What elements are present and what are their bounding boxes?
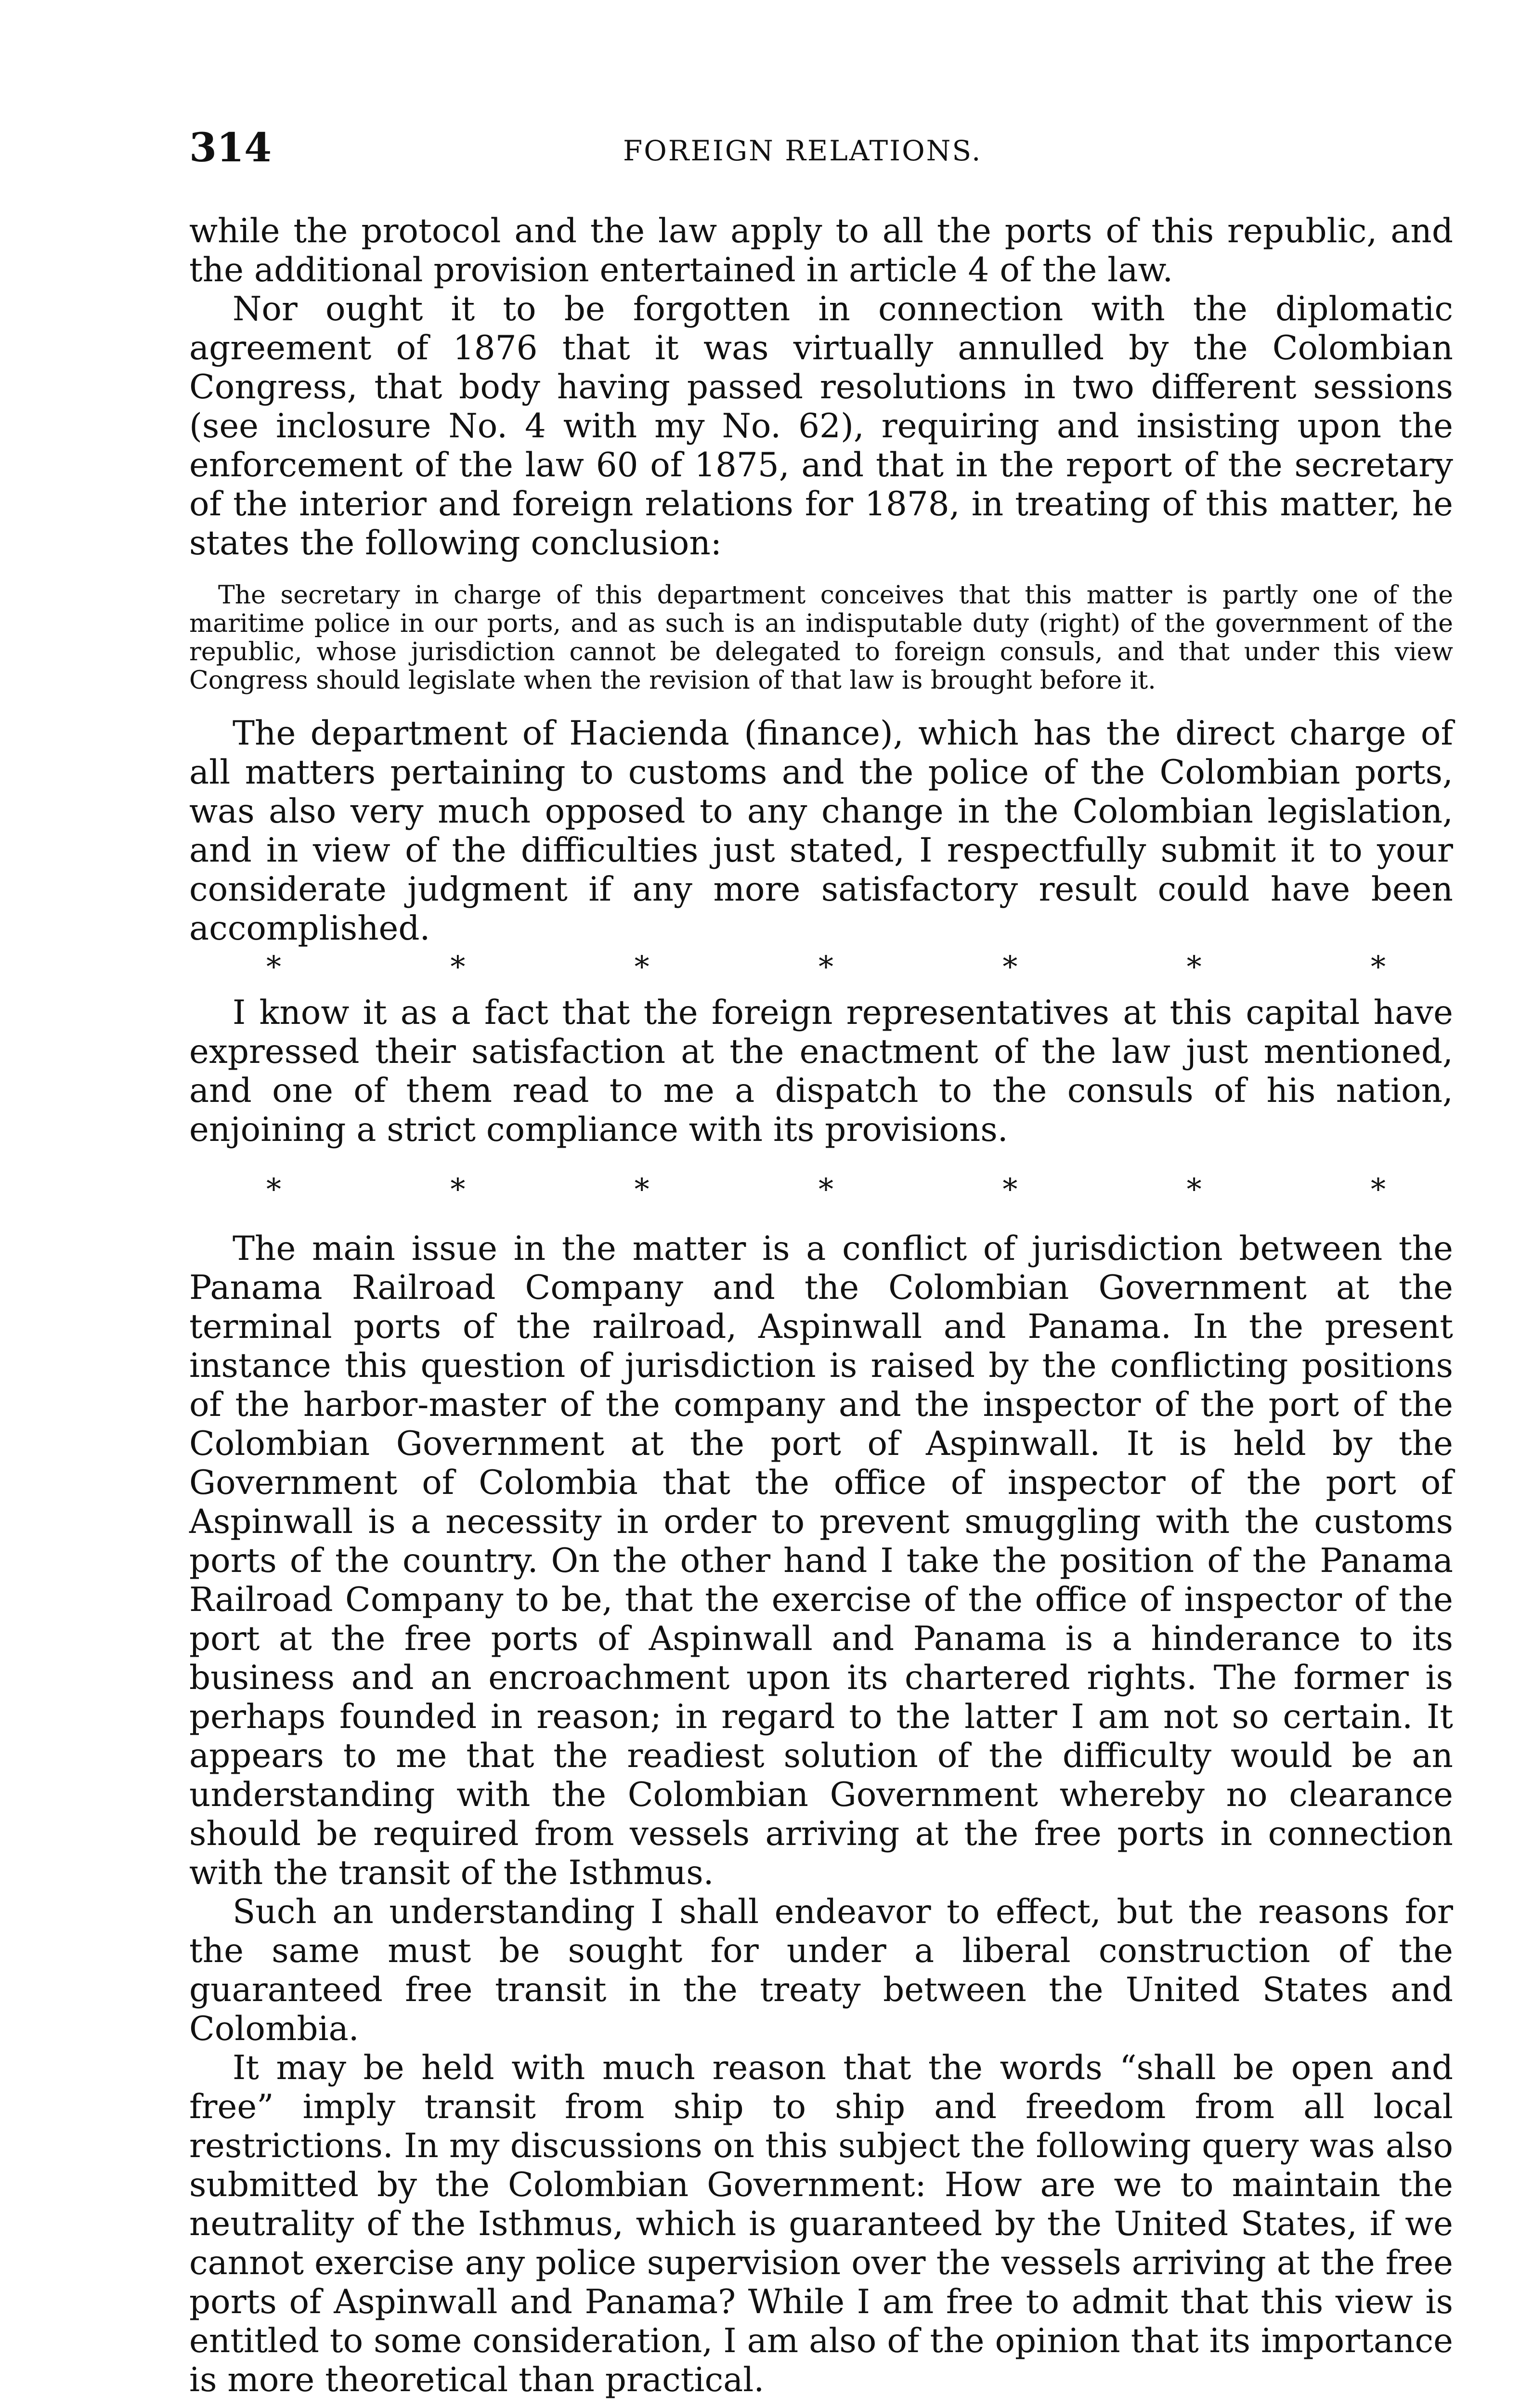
- paragraph-diplomatic-agreement: Nor ought it to be forgotten in connection with the diplomatic agreement of 1876 that it was virtually annulled by the Colombian Congress, that body having passed resolutions in two different sessions (see inclosure No. 4 with my No. 62), requiring and insisting upon the enforcement of the law 60 of 1875, and that in the report of the secretary of the interior and foreign relations for 1878, in treating of this matter, he states the following conclusion:: [189, 290, 1453, 563]
- star-mark: *: [818, 949, 833, 984]
- running-head: FOREIGN RELATIONS.: [623, 134, 982, 167]
- star-mark: *: [1186, 1172, 1202, 1207]
- ellipsis-stars-2: [189, 1173, 1453, 1206]
- star-mark: *: [450, 1172, 466, 1207]
- block-quote-secretary: The secretary in charge of this department conceives that this matter is partly one of the maritime police in our ports, and as such is an indisputable duty (right) of the government of the republic, whose jurisdiction cannot be delegated to foreign consuls, and that under this view Congress should legislate when the revision of that law is brought before it.: [189, 581, 1453, 695]
- star-mark: *: [818, 1172, 833, 1207]
- star-mark: *: [450, 949, 466, 984]
- star-mark: *: [266, 1172, 281, 1207]
- paragraph-continuation: while the protocol and the law apply to all the ports of this republic, and the additional provision entertained in article 4 of the law.: [189, 212, 1453, 289]
- star-mark: *: [1002, 1172, 1018, 1207]
- star-mark: *: [1370, 949, 1386, 984]
- paragraph-free-transit: It may be held with much reason that the words “shall be open and free” imply transit from ship to ship and freedom from all local restrictions. In my discussions on this subject the following query was also submitted by the Colombian Government: How are we to maintain the neutrality of the Isthmus, which is guaranteed by the United States, if we cannot exercise any police supervision over the vessels arriving at the free ports of Aspinwall and Panama? While I am free to admit that this view is entitled to some consideration, I am also of the opinion that its importance is more theoretical than practical.: [189, 2049, 1453, 2399]
- page-header: [0, 126, 1533, 170]
- page-body: [189, 212, 1453, 2400]
- paragraph-foreign-representatives: I know it as a fact that the foreign representatives at this capital have expressed their satisfaction at the enactment of the law just mentioned, and one of them read to me a dispatch to the consuls of his nation, enjoining a strict compliance with its provisions.: [189, 994, 1453, 1149]
- paragraph-hacienda: The department of Hacienda (finance), which has the direct charge of all matters pertaining to customs and the police of the Colombian ports, was also very much opposed to any change in the Colombian legislation, and in view of the difficulties just stated, I respectfully submit it to your considerate judgment if any more satisfactory result could have been accomplished.: [189, 714, 1453, 948]
- paragraph-main-issue: The main issue in the matter is a conflict of jurisdiction between the Panama Railroad Company and the Colombian Government at the terminal ports of the railroad, Aspinwall and Panama. In the present instance this question of jurisdiction is raised by the conflicting positions of the harbor-master of the company and the inspector of the port of the Colombian Government at the port of Aspinwall. It is held by the Government of Colombia that the office of inspector of the port of Aspinwall is a necessity in order to prevent smuggling with the customs ports of the country. On the other hand I take the position of the Panama Railroad Company to be, that the exercise of the office of inspector of the port at the free ports of Aspinwall and Panama is a hinderance to its business and an encroachment upon its chartered rights. The former is perhaps founded in reason; in regard to the latter I am not so certain. It appears to me that the readiest solution of the difficulty would be an understanding with the Colombian Government whereby no clearance should be required from vessels arriving at the free ports in connection with the transit of the Isthmus.: [189, 1230, 1453, 1892]
- ellipsis-stars-1: [189, 950, 1453, 984]
- star-mark: *: [1370, 1172, 1386, 1207]
- star-mark: *: [1002, 949, 1018, 984]
- star-mark: *: [266, 949, 281, 984]
- star-mark: *: [634, 1172, 650, 1207]
- star-mark: *: [1186, 949, 1202, 984]
- star-mark: *: [634, 949, 650, 984]
- paragraph-understanding: Such an understanding I shall endeavor to effect, but the reasons for the same must be sought for under a liberal construction of the guaranteed free transit in the treaty between the United States and Colombia.: [189, 1893, 1453, 2048]
- page-number: 314: [189, 125, 272, 171]
